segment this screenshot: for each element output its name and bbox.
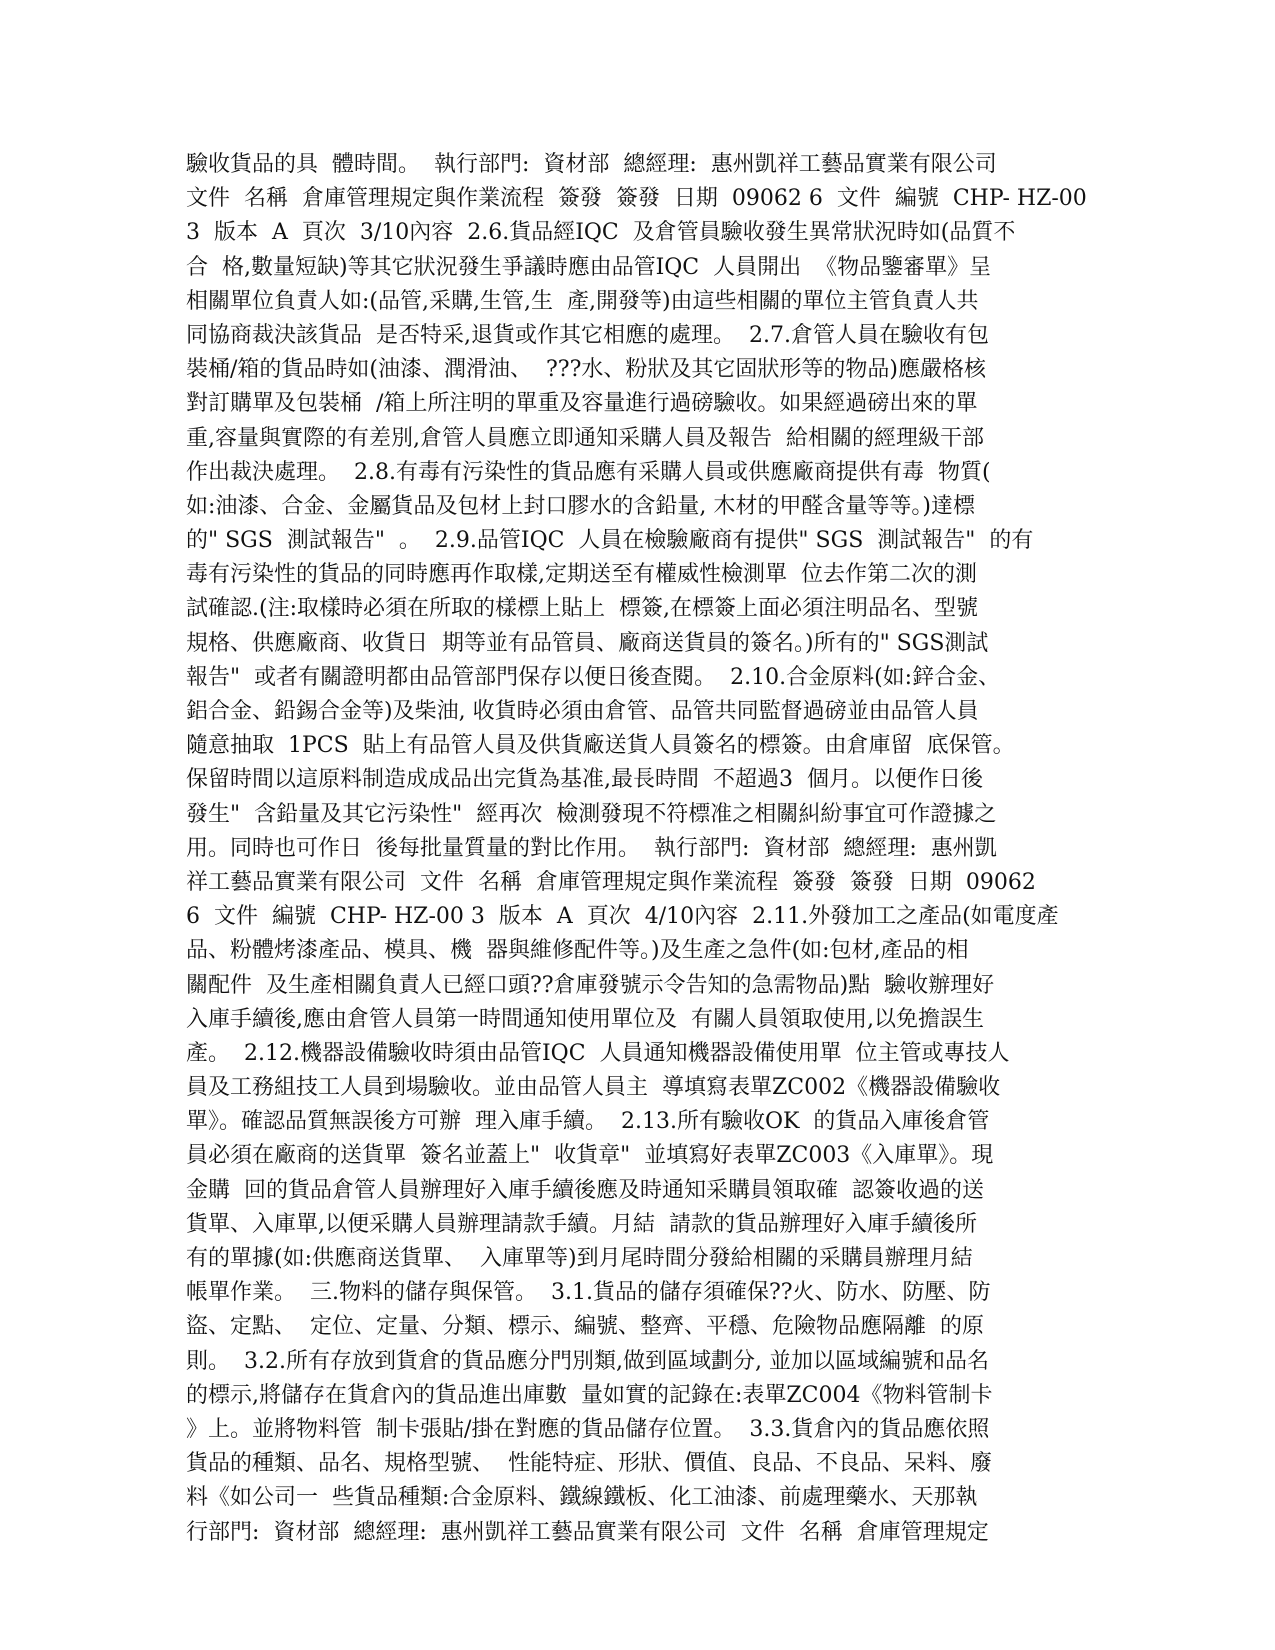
text-line: 祥工藝品實業有限公司 文件 名稱 倉庫管理規定與作業流程 簽發 簽發 日期 09062 <box>186 869 1036 895</box>
text-line: 毒有污染性的貨品的同時應再作取樣,定期送至有權威性檢測單 位去作第二次的測 <box>186 562 977 588</box>
text-line: 文件 名稱 倉庫管理規定與作業流程 簽發 簽發 日期 09062 6 文件 編號 CHP- HZ-00 <box>186 186 1087 212</box>
text-line: 則。 3.2.所有存放到貨倉的貨品應分門別類,做到區域劃分, 並加以區域編號和品名 <box>186 1348 989 1374</box>
text-line: 隨意抽取 1PCS 貼上有品管人員及供貨廠送貨人員簽名的標簽。由倉庫留 底保管。 <box>186 733 1015 759</box>
text-line: 6 文件 編號 CHP- HZ-00 3 版本 A 頁次 4/10內容 2.11.外發加工之產品(如電度產 <box>186 904 1059 930</box>
text-line: 驗收貨品的具 體時間。 執行部門: 資材部 總經理: 惠州凱祥工藝品實業有限公司 <box>186 152 997 177</box>
text-line: 鋁合金、鉛錫合金等)及柴油, 收貨時必須由倉管、品管共同監督過磅並由品管人員 <box>186 699 979 724</box>
text-line: 品、粉體烤漆產品、模具、機 器與維修配件等。)及生產之急件(如:包材,產品的相 <box>186 938 969 964</box>
text-line: 規格、供應廠商、收貨日 期等並有品管員、廠商送貨員的簽名。)所有的" SGS測試 <box>186 630 989 656</box>
text-line: 如:油漆、合金、金屬貨品及包材上封口膠水的含鉛量, 木材的甲醛含量等等。)達標 <box>186 493 975 519</box>
body-text <box>186 148 1126 1550</box>
text-line: 的" SGS 測試報告" 。 2.9.品管IQC 人員在檢驗廠商有提供" SGS 測試報告" 的有 <box>186 528 1034 554</box>
text-line: 》上。並將物料管 制卡張貼/掛在對應的貨品儲存位置。 3.3.貨倉內的貨品應依照 <box>186 1416 990 1442</box>
text-line: 的標示,將儲存在貨倉內的貨品進出庫數 量如實的記錄在:表單ZC004《物料管制卡 <box>186 1382 993 1408</box>
text-line: 盜、定點、 定位、定量、分類、標示、編號、整齊、平穩、危險物品應隔離 的原 <box>186 1314 984 1340</box>
text-line: 重,容量與實際的有差別,倉管人員應立即通知采購人員及報告 給相關的經理級干部 <box>186 425 984 451</box>
text-line: 員及工務組技工人員到場驗收。並由品管人員主 導填寫表單ZC002《機器設備驗收 <box>186 1075 1001 1101</box>
text-line: 合 格,數量短缺)等其它狀況發生爭議時應由品管IQC 人員開出 《物品鑒審單》呈 <box>186 254 992 280</box>
text-line: 發生" 含鉛量及其它污染性" 經再次 檢測發現不符標准之相關糾紛事宜可作證據之 <box>186 801 997 827</box>
text-line: 對訂購單及包裝桶 /箱上所注明的單重及容量進行過磅驗收。如果經過磅出來的單 <box>186 391 978 417</box>
text-line: 保留時間以這原料制造成成品出完貨為基准,最長時間 不超過3 個月。以便作日後 <box>186 767 983 793</box>
text-line: 料《如公司一 些貨品種類:合金原料、鐵線鐵板、化工油漆、前處理藥水、天那執 <box>186 1485 978 1511</box>
text-line: 入庫手續後,應由倉管人員第一時間通知使用單位及 有關人員領取使用,以免擔誤生 <box>186 1006 984 1032</box>
text-line: 報告" 或者有關證明都由品管部門保存以便日後查閱。 2.10.合金原料(如:鋅合金、 <box>186 664 1001 690</box>
text-line: 金購 回的貨品倉管人員辦理好入庫手續後應及時通知采購員領取確 認簽收過的送 <box>186 1177 984 1203</box>
text-line: 員必須在廠商的送貨單 簽名並蓋上" 收貨章" 並填寫好表單ZC003《入庫單》。現 <box>186 1143 994 1169</box>
text-line: 用。同時也可作日 後每批量質量的對比作用。 執行部門: 資材部 總經理: 惠州凱 <box>186 835 997 861</box>
text-line: 行部門: 資材部 總經理: 惠州凱祥工藝品實業有限公司 文件 名稱 倉庫管理規定 <box>186 1519 989 1545</box>
text-line: 試確認.(注:取樣時必須在所取的樣標上貼上 標簽,在標簽上面必須注明品名、型號 <box>186 596 978 622</box>
text-line: 貨品的種類、品名、規格型號、 性能特症、形狀、價值、良品、不良品、呆料、廢 <box>186 1451 992 1477</box>
text-line: 貨單、入庫單,以便采購人員辦理請款手續。月結 請款的貨品辦理好入庫手續後所 <box>186 1211 977 1237</box>
text-line: 產。 2.12.機器設備驗收時須由品管IQC 人員通知機器設備使用單 位主管或專技人 <box>186 1040 1010 1066</box>
text-line: 相關單位負責人如:(品管,采購,生管,生 產,開發等)由這些相關的單位主管負責人共 <box>186 288 979 314</box>
text-line: 同協商裁決該貨品 是否特采,退貨或作其它相應的處理。 2.7.倉管人員在驗收有包 <box>186 322 989 348</box>
text-line: 3 版本 A 頁次 3/10內容 2.6.貨品經IQC 及倉管員驗收發生異常狀況時如(品質不 <box>186 220 1016 246</box>
text-line: 有的單據(如:供應商送貨單、 入庫單等)到月尾時間分發給相關的采購員辦理月結 <box>186 1246 973 1271</box>
text-line: 帳單作業。 三.物料的儲存與保管。 3.1.貨品的儲存須確保??火、防水、防壓、防 <box>186 1280 991 1306</box>
text-line: 裝桶/箱的貨品時如(油漆、潤滑油、 ???水、粉狀及其它固狀形等的物品)應嚴格核 <box>186 357 986 383</box>
text-line: 關配件 及生產相關負責人已經口頭??倉庫發號示令告知的急需物品)點 驗收辦理好 <box>186 972 995 998</box>
text-line: 單》。確認品質無誤後方可辦 理入庫手續。 2.13.所有驗收OK 的貨品入庫後倉管 <box>186 1109 990 1135</box>
text-line: 作出裁決處理。 2.8.有毒有污染性的貨品應有采購人員或供應廠商提供有毒 物質( <box>186 459 991 485</box>
